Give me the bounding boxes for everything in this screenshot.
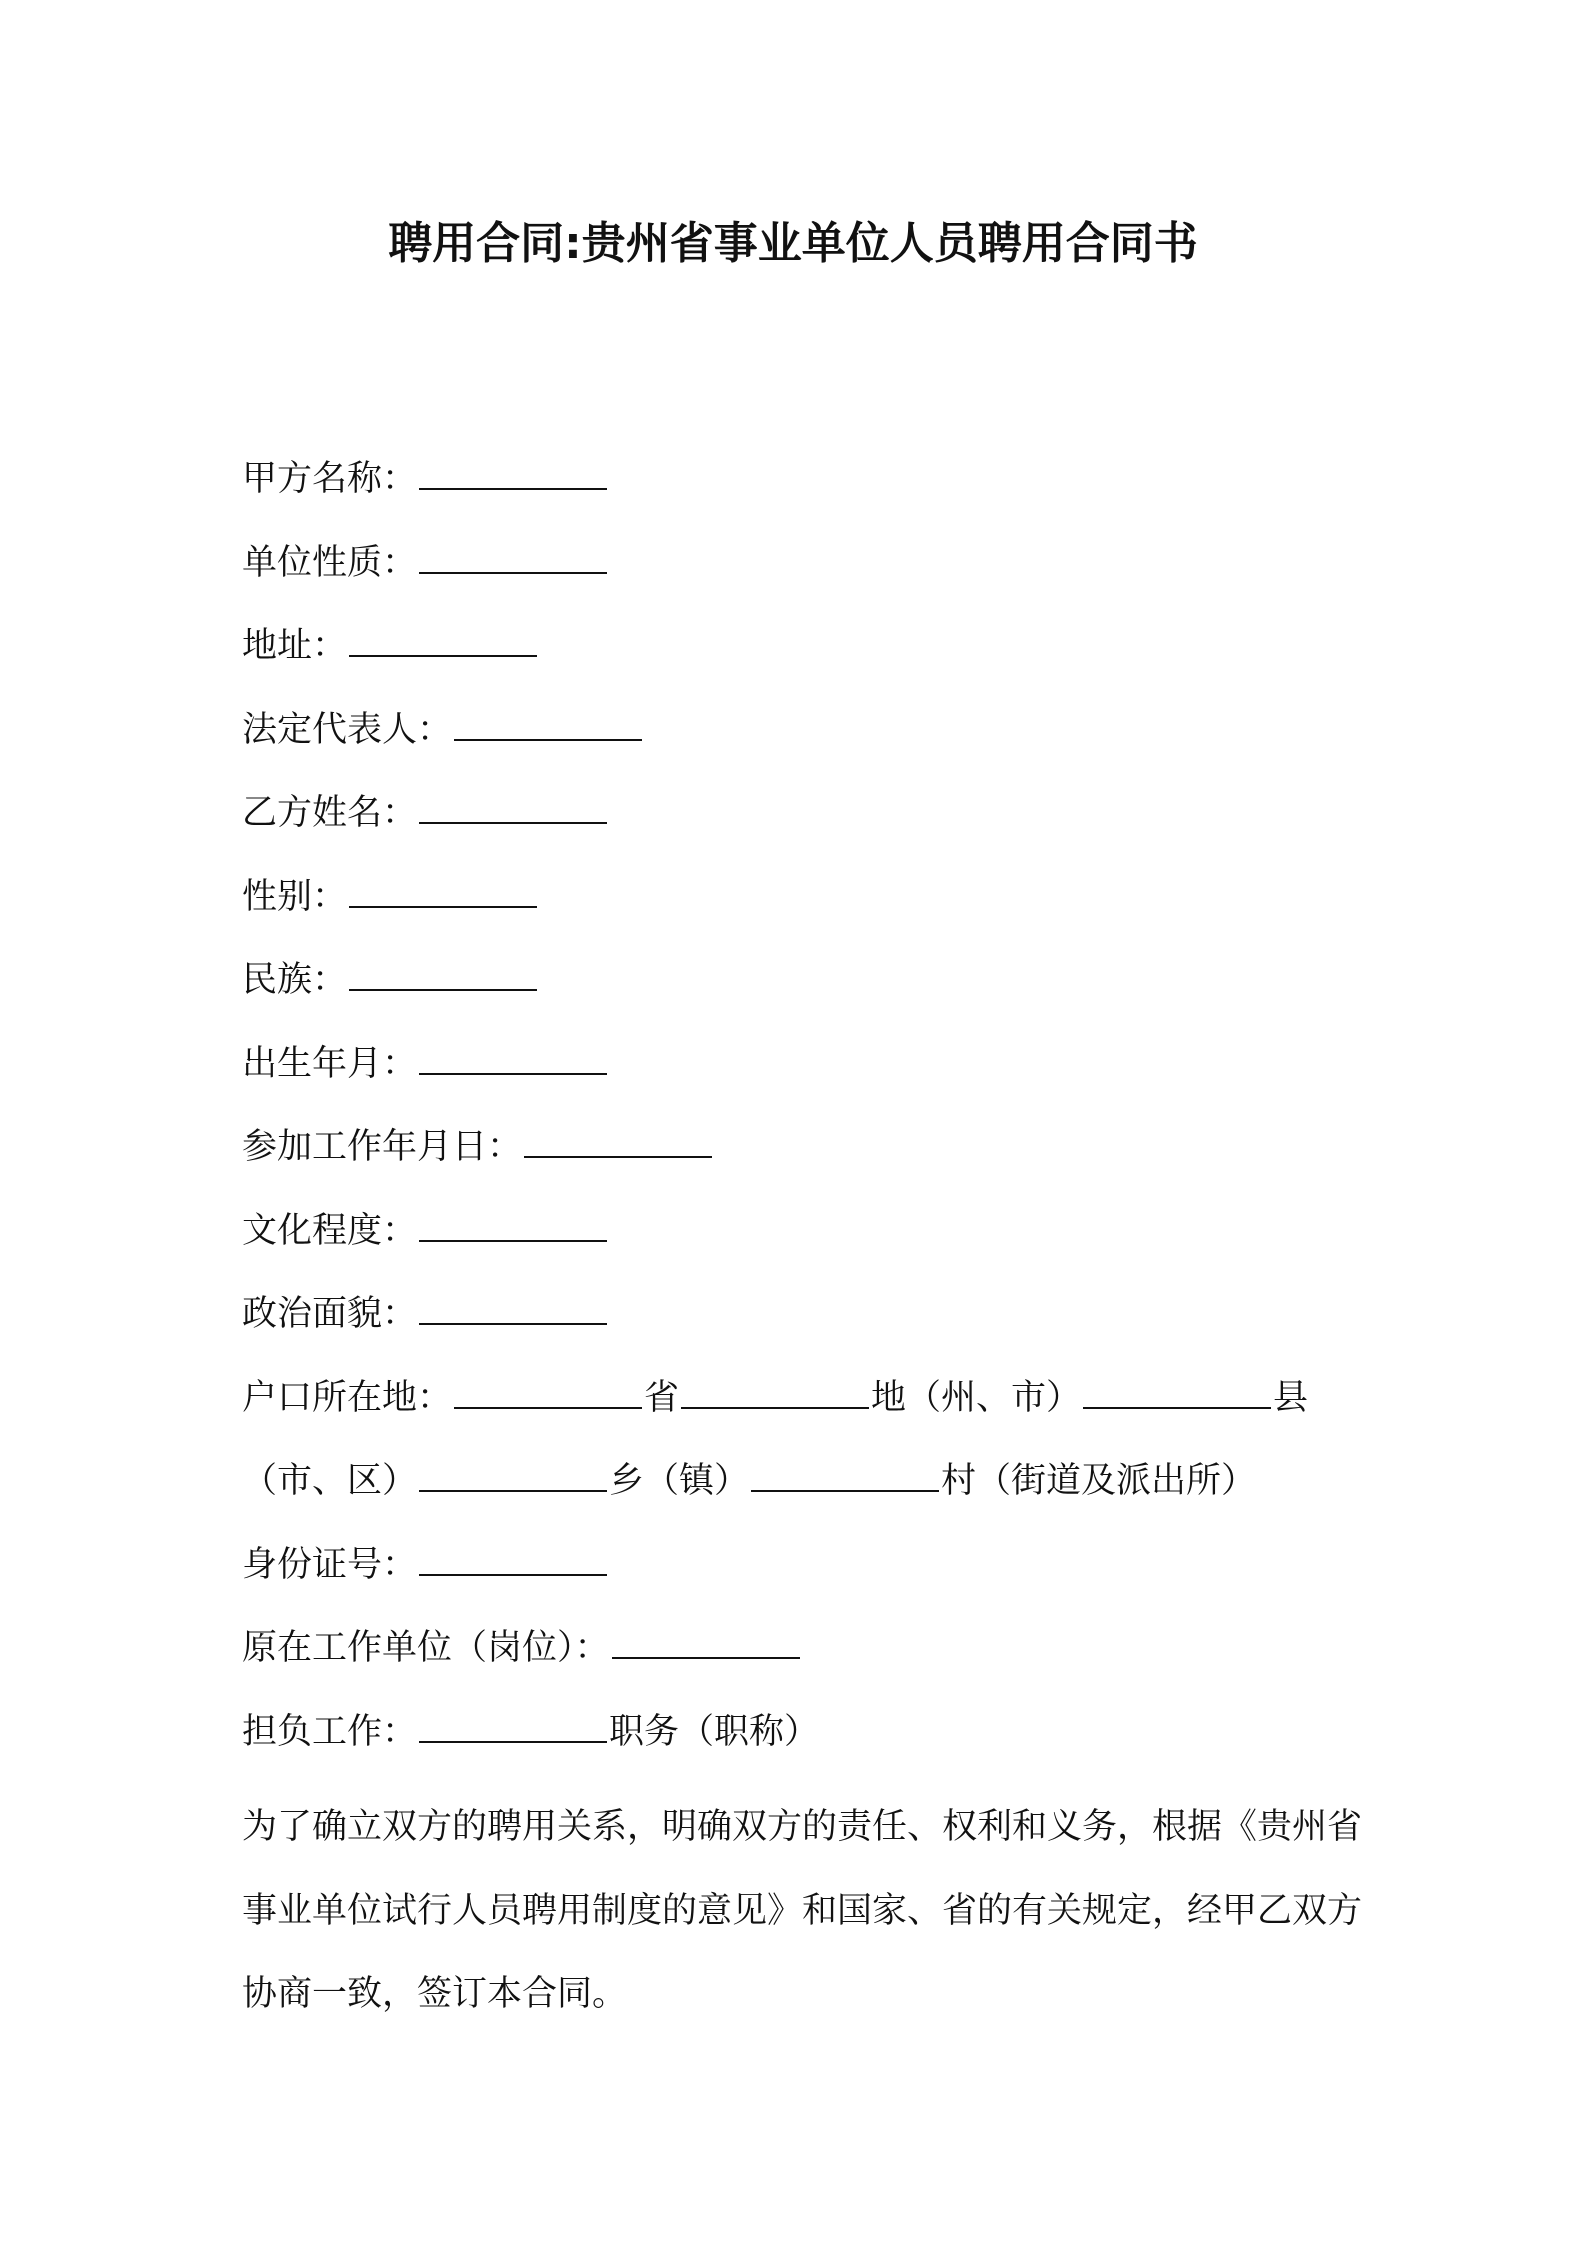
field-political-status: [242, 1283, 1362, 1367]
field-address: [242, 615, 1362, 699]
field-label: 担负工作：: [242, 1711, 418, 1752]
field-party-b-name: [242, 782, 1362, 866]
field-legal-representative: [242, 699, 1362, 783]
blank-line: [349, 615, 537, 657]
field-party-a-name: [242, 448, 1362, 532]
field-ethnicity: [242, 949, 1362, 1033]
district-text: （市、区）: [242, 1461, 418, 1501]
field-previous-employer: [242, 1617, 1362, 1701]
blank-line: [524, 1116, 712, 1158]
blank-line: [419, 1701, 607, 1743]
blank-line: [419, 782, 607, 824]
blank-line: [349, 949, 537, 991]
contract-fields: [242, 448, 1362, 1784]
village-text: 村（街道及派出所）: [941, 1461, 1257, 1501]
field-assigned-work: [242, 1701, 1362, 1785]
blank-line: [349, 866, 537, 908]
field-label: 民族：: [242, 960, 348, 1000]
field-label: 政治面貌：: [242, 1294, 418, 1334]
county-text: 县: [1273, 1377, 1309, 1418]
blank-line: [419, 448, 607, 490]
blank-line: [419, 1033, 607, 1075]
field-unit-nature: [242, 532, 1362, 616]
field-label: 户口所在地：: [242, 1377, 453, 1418]
document-title: 聘用合同:贵州省事业单位人员聘用合同书: [388, 218, 1198, 269]
blank-line: [419, 532, 607, 574]
blank-line: [454, 1367, 642, 1409]
field-label: 甲方名称：: [242, 459, 418, 499]
blank-line: [612, 1617, 800, 1659]
field-household-registration-line2: [242, 1450, 1362, 1534]
field-label: 参加工作年月日：: [242, 1127, 523, 1167]
position-title-text: 职务（职称）: [609, 1711, 820, 1752]
field-label: 乙方姓名：: [242, 793, 418, 833]
field-household-registration-line1: [242, 1367, 1362, 1451]
blank-line: [419, 1200, 607, 1242]
prefecture-text: 地（州、市）: [871, 1377, 1082, 1418]
field-label: 法定代表人：: [242, 709, 453, 750]
blank-line: [419, 1283, 607, 1325]
blank-line: [419, 1534, 607, 1576]
blank-line: [419, 1450, 607, 1492]
intro-paragraph: 为了确立双方的聘用关系，明确双方的责任、权利和义务，根据《贵州省事业单位试行人员聘用制度的意见》和国家、省的有关规定，经甲乙双方协商一致，签订本合同。: [242, 1807, 1363, 2014]
field-birth-date: [242, 1033, 1362, 1117]
blank-line: [454, 699, 642, 741]
field-work-start-date: [242, 1116, 1362, 1200]
field-label: 原在工作单位（岗位）：: [242, 1628, 610, 1668]
field-education: [242, 1200, 1362, 1284]
field-gender: [242, 866, 1362, 950]
field-id-number: [242, 1534, 1362, 1618]
field-label: 出生年月：: [242, 1043, 418, 1084]
township-text: 乡（镇）: [609, 1461, 750, 1501]
blank-line: [751, 1450, 939, 1492]
field-label: 地址：: [242, 626, 348, 666]
field-label: 身份证号：: [242, 1544, 418, 1585]
province-text: 省: [644, 1377, 680, 1418]
field-label: 性别：: [242, 876, 348, 917]
blank-line: [1083, 1367, 1271, 1409]
field-label: 文化程度：: [242, 1210, 418, 1251]
field-label: 单位性质：: [242, 542, 418, 583]
blank-line: [681, 1367, 869, 1409]
